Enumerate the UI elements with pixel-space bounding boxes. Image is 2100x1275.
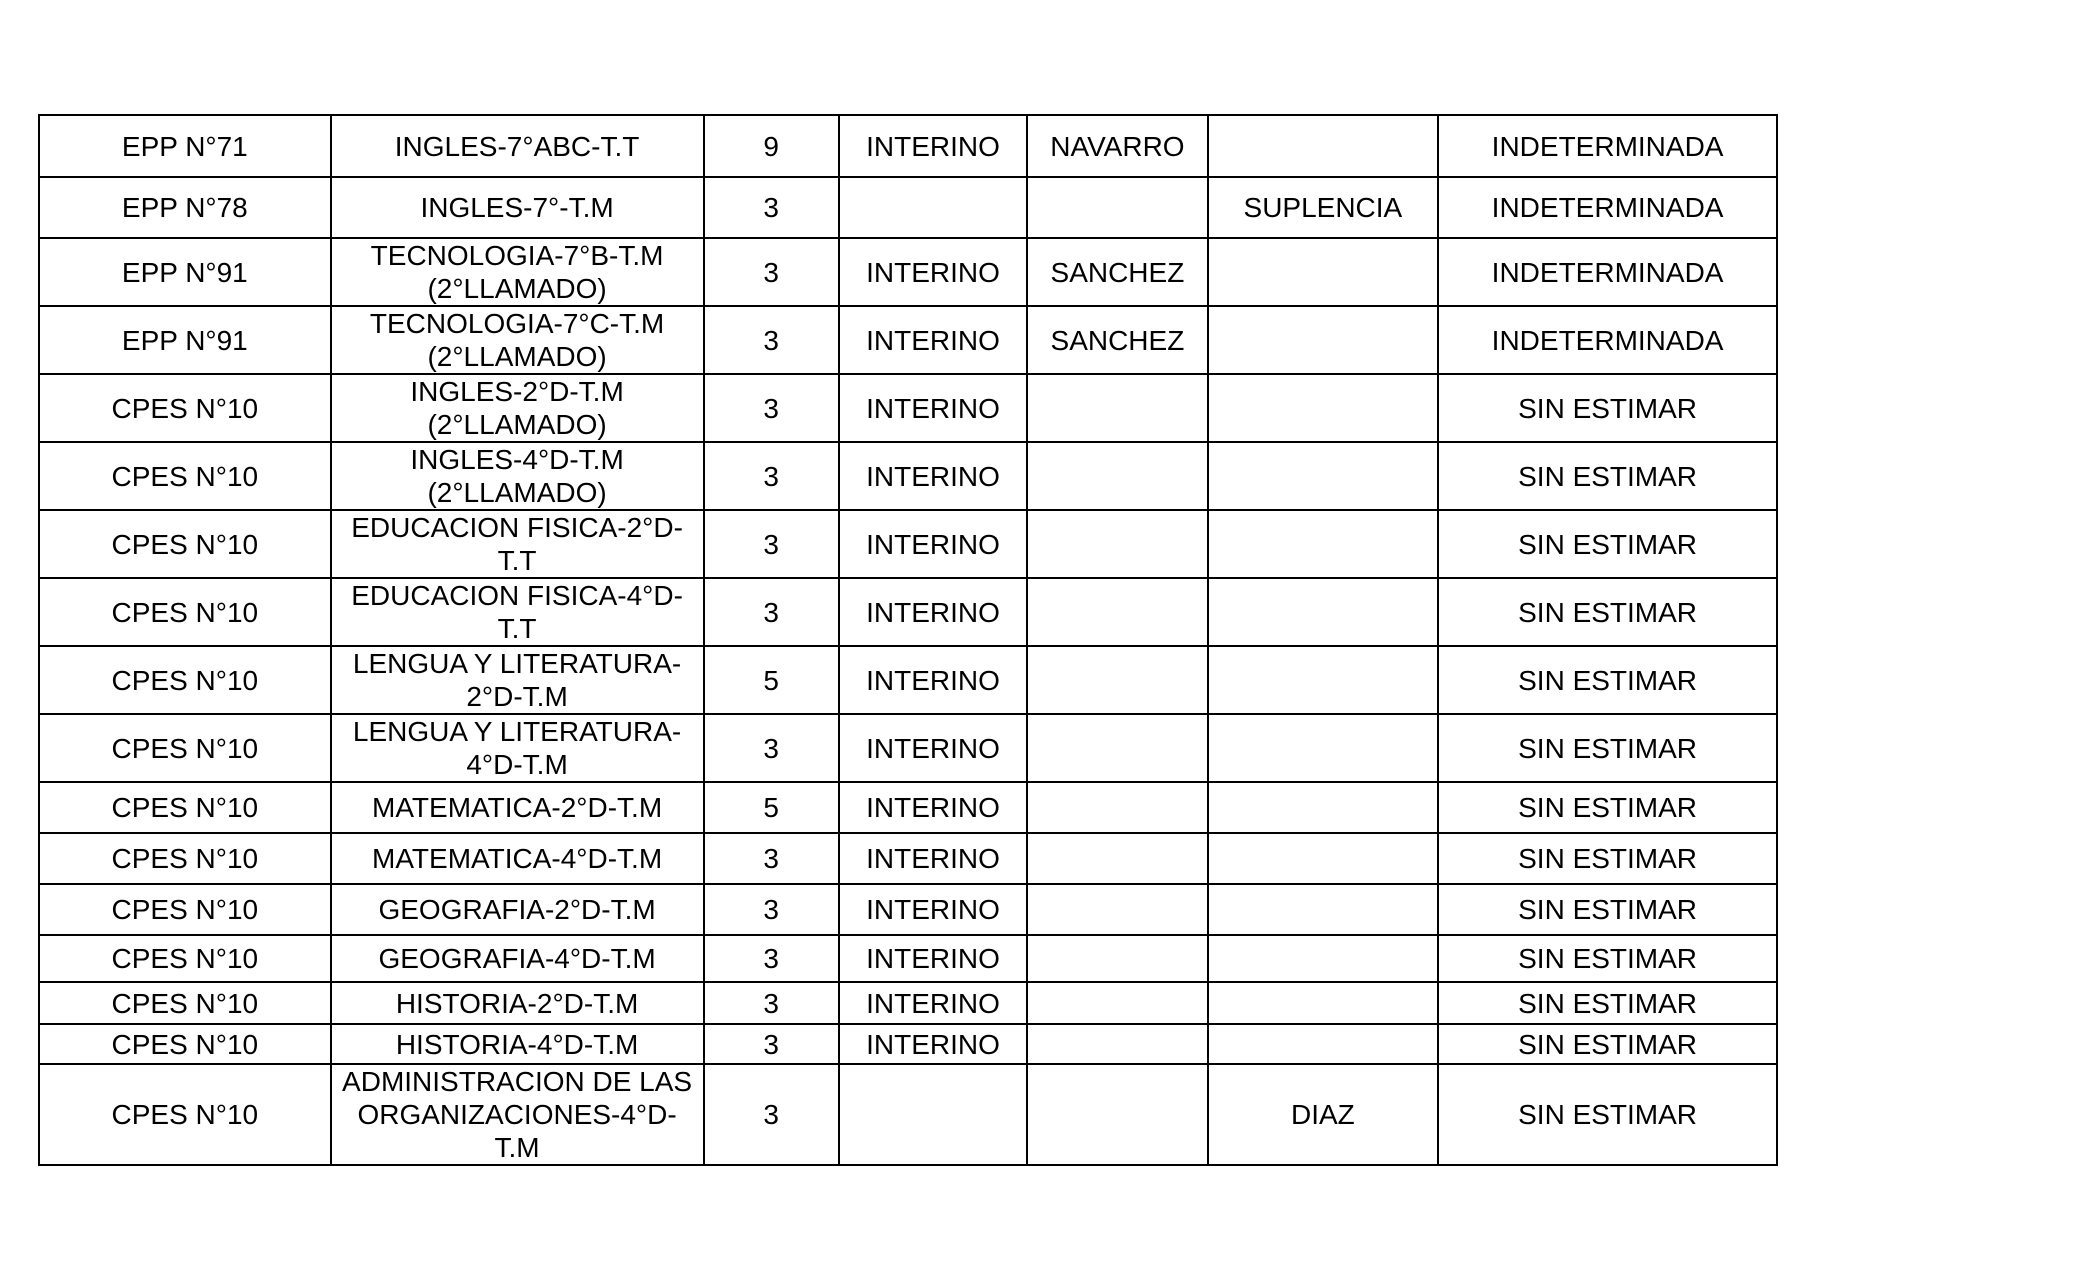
table-row — [39, 115, 1777, 177]
hours-cell — [704, 782, 839, 833]
subject-cell-text: GEOGRAFIA-4°D-T.M — [378, 943, 656, 974]
duration-cell — [1438, 442, 1777, 510]
teacher-cell — [1027, 714, 1207, 782]
status-cell — [839, 238, 1027, 306]
school-cell-text: CPES N°10 — [111, 792, 259, 823]
teacher-cell — [1027, 238, 1207, 306]
duration-cell-text: SIN ESTIMAR — [1518, 792, 1698, 823]
subject-cell-text: INGLES-7°ABC-T.T — [394, 130, 640, 162]
hours-cell — [704, 646, 839, 714]
teacher-cell — [1027, 884, 1207, 935]
assignments-table — [38, 114, 1778, 1166]
table-row — [39, 306, 1777, 374]
hours-cell-text: 3 — [763, 843, 779, 874]
school-cell — [39, 374, 331, 442]
status-cell-text: INTERINO — [866, 130, 1000, 162]
duration-cell — [1438, 1064, 1777, 1165]
duration-cell — [1438, 884, 1777, 935]
status-cell-text: INTERINO — [866, 843, 1000, 874]
duration-cell — [1438, 935, 1777, 982]
table-row — [39, 177, 1777, 238]
school-cell — [39, 714, 331, 782]
subject-cell — [331, 177, 704, 238]
school-cell — [39, 935, 331, 982]
school-cell — [39, 982, 331, 1024]
status-cell-text: INTERINO — [866, 987, 1000, 1019]
status-cell-text: INTERINO — [866, 596, 1000, 628]
school-cell-text: CPES N°10 — [111, 987, 259, 1019]
teacher-cell — [1027, 374, 1207, 442]
substitute-cell — [1208, 935, 1439, 982]
hours-cell — [704, 306, 839, 374]
duration-cell — [1438, 782, 1777, 833]
table-row — [39, 884, 1777, 935]
hours-cell — [704, 833, 839, 884]
duration-cell — [1438, 115, 1777, 177]
duration-cell-text: SIN ESTIMAR — [1518, 1028, 1698, 1060]
hours-cell-text: 3 — [763, 324, 779, 356]
teacher-cell — [1027, 833, 1207, 884]
teacher-cell-text: SANCHEZ — [1050, 324, 1185, 356]
hours-cell — [704, 177, 839, 238]
hours-cell — [704, 982, 839, 1024]
substitute-cell — [1208, 177, 1439, 238]
subject-cell-text: HISTORIA-4°D-T.M — [395, 1028, 639, 1060]
duration-cell — [1438, 833, 1777, 884]
duration-cell — [1438, 982, 1777, 1024]
school-cell-text: CPES N°10 — [111, 843, 259, 874]
substitute-cell — [1208, 833, 1439, 884]
school-cell-text: CPES N°10 — [111, 596, 259, 628]
hours-cell-text: 3 — [763, 460, 779, 492]
duration-cell — [1438, 510, 1777, 578]
subject-cell — [331, 374, 704, 442]
duration-cell-text: SIN ESTIMAR — [1518, 732, 1698, 764]
hours-cell — [704, 935, 839, 982]
school-cell-text: EPP N°78 — [121, 192, 248, 223]
hours-cell-text: 3 — [763, 392, 779, 424]
status-cell — [839, 442, 1027, 510]
status-cell-text: INTERINO — [866, 1028, 1000, 1060]
table-row — [39, 238, 1777, 306]
subject-cell — [331, 510, 704, 578]
school-cell — [39, 442, 331, 510]
school-cell-text: CPES N°10 — [111, 664, 259, 696]
subject-cell-text: INGLES-2°D-T.M (2°LLAMADO) — [410, 376, 624, 440]
duration-cell-text: SIN ESTIMAR — [1518, 528, 1698, 560]
school-cell — [39, 177, 331, 238]
subject-cell-text: TECNOLOGIA-7°C-T.M (2°LLAMADO) — [369, 308, 665, 372]
teacher-cell — [1027, 1024, 1207, 1064]
status-cell-text: INTERINO — [866, 664, 1000, 696]
hours-cell-text: 3 — [763, 894, 779, 925]
status-cell-text: INTERINO — [866, 460, 1000, 492]
substitute-cell — [1208, 578, 1439, 646]
duration-cell-text: SIN ESTIMAR — [1518, 392, 1698, 424]
duration-cell-text: SIN ESTIMAR — [1518, 894, 1698, 925]
duration-cell — [1438, 1024, 1777, 1064]
hours-cell — [704, 578, 839, 646]
hours-cell — [704, 510, 839, 578]
subject-cell-text: ADMINISTRACION DE LAS ORGANIZACIONES-4°D-T.M — [342, 1066, 693, 1163]
subject-cell-text: LENGUA Y LITERATURA- 2°D-T.M — [352, 648, 682, 712]
status-cell — [839, 714, 1027, 782]
duration-cell-text: INDETERMINADA — [1491, 192, 1724, 223]
duration-cell-text: SIN ESTIMAR — [1518, 943, 1698, 974]
substitute-cell — [1208, 714, 1439, 782]
status-cell — [839, 306, 1027, 374]
school-cell-text: EPP N°91 — [121, 324, 248, 356]
table-row — [39, 982, 1777, 1024]
hours-cell — [704, 1064, 839, 1165]
hours-cell — [704, 1024, 839, 1064]
substitute-cell — [1208, 1064, 1439, 1165]
table-row — [39, 578, 1777, 646]
hours-cell — [704, 374, 839, 442]
status-cell — [839, 833, 1027, 884]
school-cell — [39, 646, 331, 714]
subject-cell — [331, 782, 704, 833]
subject-cell-text: MATEMATICA-2°D-T.M — [372, 792, 663, 823]
school-cell — [39, 1064, 331, 1165]
duration-cell-text: INDETERMINADA — [1491, 130, 1724, 162]
subject-cell — [331, 1064, 704, 1165]
subject-cell — [331, 1024, 704, 1064]
duration-cell-text: INDETERMINADA — [1491, 324, 1724, 356]
subject-cell-text: HISTORIA-2°D-T.M — [395, 987, 639, 1019]
duration-cell-text: SIN ESTIMAR — [1518, 1099, 1698, 1130]
subject-cell-text: MATEMATICA-4°D-T.M — [372, 843, 663, 874]
substitute-cell — [1208, 374, 1439, 442]
duration-cell-text: SIN ESTIMAR — [1518, 596, 1698, 628]
duration-cell-text: SIN ESTIMAR — [1518, 460, 1698, 492]
table-row — [39, 646, 1777, 714]
substitute-cell — [1208, 238, 1439, 306]
school-cell-text: CPES N°10 — [111, 732, 259, 764]
duration-cell-text: INDETERMINADA — [1491, 256, 1724, 288]
status-cell — [839, 982, 1027, 1024]
subject-cell — [331, 884, 704, 935]
hours-cell-text: 3 — [763, 256, 779, 288]
hours-cell — [704, 238, 839, 306]
status-cell-text: INTERINO — [866, 528, 1000, 560]
substitute-cell-text: DIAZ — [1290, 1099, 1355, 1130]
subject-cell — [331, 714, 704, 782]
teacher-cell — [1027, 442, 1207, 510]
substitute-cell — [1208, 884, 1439, 935]
status-cell-text: INTERINO — [866, 732, 1000, 764]
duration-cell — [1438, 646, 1777, 714]
status-cell — [839, 115, 1027, 177]
table-row — [39, 714, 1777, 782]
teacher-cell — [1027, 578, 1207, 646]
hours-cell-text: 3 — [763, 528, 779, 560]
subject-cell — [331, 935, 704, 982]
hours-cell-text: 5 — [763, 792, 779, 823]
duration-cell — [1438, 238, 1777, 306]
subject-cell-text: INGLES-4°D-T.M (2°LLAMADO) — [410, 444, 624, 508]
status-cell — [839, 177, 1027, 238]
table-row — [39, 1024, 1777, 1064]
substitute-cell-text: SUPLENCIA — [1243, 192, 1403, 223]
school-cell-text: CPES N°10 — [111, 528, 259, 560]
school-cell-text: CPES N°10 — [111, 392, 259, 424]
school-cell — [39, 306, 331, 374]
hours-cell-text: 3 — [763, 987, 779, 1019]
subject-cell-text: GEOGRAFIA-2°D-T.M — [378, 894, 656, 925]
duration-cell — [1438, 306, 1777, 374]
school-cell — [39, 833, 331, 884]
substitute-cell — [1208, 510, 1439, 578]
subject-cell — [331, 646, 704, 714]
status-cell-text: INTERINO — [866, 894, 1000, 925]
hours-cell-text: 3 — [763, 1099, 779, 1130]
subject-cell-text: TECNOLOGIA-7°B-T.M (2°LLAMADO) — [370, 240, 664, 304]
teacher-cell — [1027, 1064, 1207, 1165]
teacher-cell — [1027, 306, 1207, 374]
school-cell-text: CPES N°10 — [111, 894, 259, 925]
school-cell-text: EPP N°71 — [121, 130, 248, 162]
hours-cell-text: 9 — [763, 130, 779, 162]
subject-cell — [331, 238, 704, 306]
subject-cell-text: EDUCACION FISICA-2°D- T.T — [351, 512, 683, 576]
table-row — [39, 442, 1777, 510]
hours-cell — [704, 884, 839, 935]
substitute-cell — [1208, 115, 1439, 177]
hours-cell — [704, 714, 839, 782]
subject-cell — [331, 306, 704, 374]
status-cell — [839, 374, 1027, 442]
school-cell — [39, 510, 331, 578]
status-cell-text: INTERINO — [866, 324, 1000, 356]
substitute-cell — [1208, 442, 1439, 510]
teacher-cell — [1027, 115, 1207, 177]
substitute-cell — [1208, 782, 1439, 833]
hours-cell-text: 3 — [763, 596, 779, 628]
teacher-cell — [1027, 935, 1207, 982]
duration-cell — [1438, 177, 1777, 238]
subject-cell-text: INGLES-7°-T.M — [420, 192, 614, 223]
duration-cell-text: SIN ESTIMAR — [1518, 987, 1698, 1019]
subject-cell — [331, 982, 704, 1024]
status-cell — [839, 1064, 1027, 1165]
subject-cell — [331, 115, 704, 177]
teacher-cell — [1027, 510, 1207, 578]
status-cell-text: INTERINO — [866, 943, 1000, 974]
teacher-cell-text: SANCHEZ — [1050, 256, 1185, 288]
status-cell — [839, 578, 1027, 646]
hours-cell-text: 5 — [763, 664, 779, 696]
table-row — [39, 833, 1777, 884]
teacher-cell — [1027, 982, 1207, 1024]
subject-cell — [331, 578, 704, 646]
status-cell-text: INTERINO — [866, 792, 1000, 823]
status-cell-text: INTERINO — [866, 392, 1000, 424]
status-cell — [839, 884, 1027, 935]
status-cell — [839, 782, 1027, 833]
school-cell-text: CPES N°10 — [111, 460, 259, 492]
table-row — [39, 782, 1777, 833]
duration-cell-text: SIN ESTIMAR — [1518, 664, 1698, 696]
table-body — [39, 115, 1777, 1165]
teacher-cell — [1027, 782, 1207, 833]
hours-cell-text: 3 — [763, 943, 779, 974]
status-cell — [839, 935, 1027, 982]
subject-cell — [331, 833, 704, 884]
school-cell — [39, 884, 331, 935]
table-row — [39, 510, 1777, 578]
table-row — [39, 935, 1777, 982]
duration-cell-text: SIN ESTIMAR — [1518, 843, 1698, 874]
school-cell — [39, 238, 331, 306]
school-cell — [39, 115, 331, 177]
hours-cell — [704, 442, 839, 510]
school-cell — [39, 578, 331, 646]
teacher-cell — [1027, 646, 1207, 714]
subject-cell — [331, 442, 704, 510]
school-cell-text: CPES N°10 — [111, 943, 259, 974]
table-row — [39, 1064, 1777, 1165]
substitute-cell — [1208, 1024, 1439, 1064]
status-cell — [839, 1024, 1027, 1064]
subject-cell-text: EDUCACION FISICA-4°D- T.T — [351, 580, 683, 644]
hours-cell-text: 3 — [763, 192, 779, 223]
substitute-cell — [1208, 646, 1439, 714]
duration-cell — [1438, 578, 1777, 646]
substitute-cell — [1208, 306, 1439, 374]
school-cell — [39, 782, 331, 833]
hours-cell — [704, 115, 839, 177]
subject-cell-text: LENGUA Y LITERATURA- 4°D-T.M — [352, 716, 682, 780]
teacher-cell — [1027, 177, 1207, 238]
status-cell-text: INTERINO — [866, 256, 1000, 288]
hours-cell-text: 3 — [763, 732, 779, 764]
status-cell — [839, 510, 1027, 578]
school-cell — [39, 1024, 331, 1064]
teacher-cell-text: NAVARRO — [1050, 130, 1185, 162]
school-cell-text: CPES N°10 — [111, 1028, 259, 1060]
duration-cell — [1438, 374, 1777, 442]
duration-cell — [1438, 714, 1777, 782]
school-cell-text: CPES N°10 — [111, 1099, 259, 1130]
status-cell — [839, 646, 1027, 714]
table-row — [39, 374, 1777, 442]
school-cell-text: EPP N°91 — [121, 256, 248, 288]
substitute-cell — [1208, 982, 1439, 1024]
hours-cell-text: 3 — [763, 1028, 779, 1060]
